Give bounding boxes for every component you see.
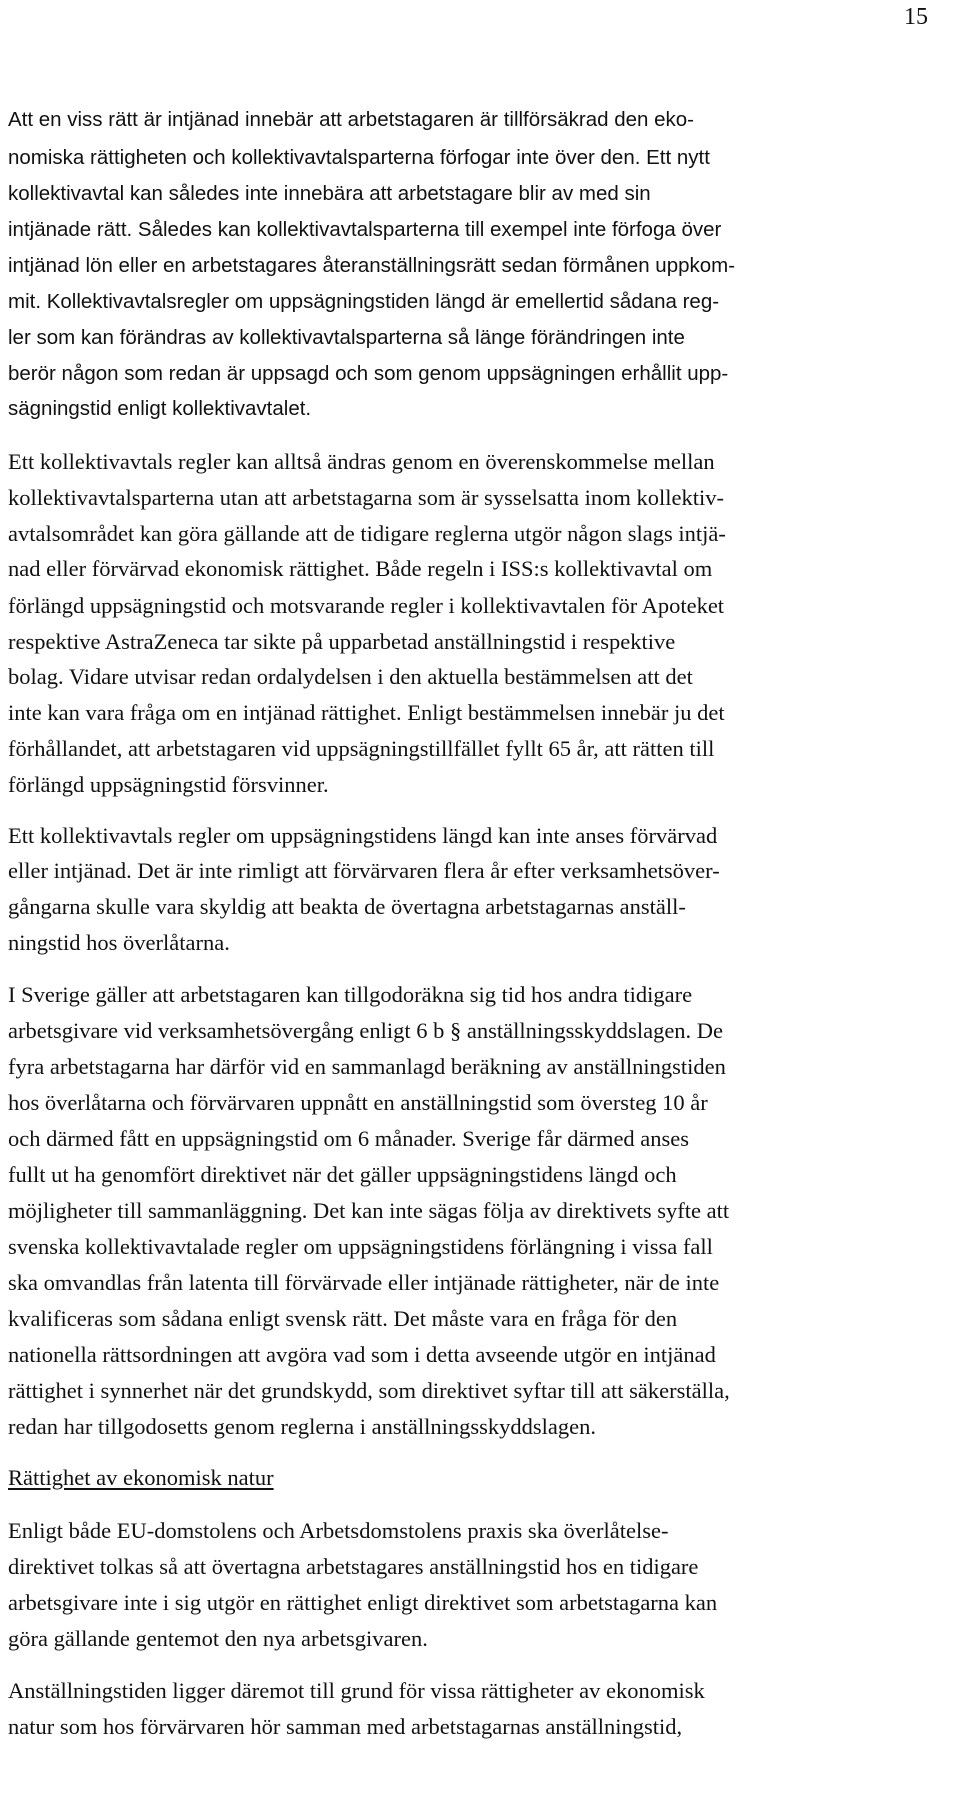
paragraph-line: arbetsgivare vid verksamhetsövergång enligt 6 b § anställningsskyddslagen. De <box>8 1018 724 1043</box>
paragraph-line: fyra arbetstagarna har därför vid en sammanlagd beräkning av anställningstiden <box>8 1054 726 1079</box>
paragraph-line: göra gällande gentemot den nya arbetsgivaren. <box>8 1626 428 1651</box>
paragraph-line: eller intjänad. Det är inte rimligt att förvärvaren flera år efter verksamhetsöver- <box>8 858 720 883</box>
paragraph-line: mit. Kollektivavtalsregler om uppsägningstiden längd är emellertid sådana reg- <box>8 290 720 313</box>
paragraph-line: nationella rättsordningen att avgöra vad som i detta avseende utgör en intjänad <box>8 1342 716 1367</box>
paragraph-line: sägningstid enligt kollektivavtalet. <box>8 397 312 420</box>
paragraph-line: Anställningstiden ligger däremot till grund för vissa rättigheter av ekonomisk <box>8 1678 705 1703</box>
paragraph-line: nomiska rättigheten och kollektivavtalsparterna förfogar inte över den. Ett nytt <box>8 146 710 169</box>
paragraph-line: direktivet tolkas så att övertagna arbetstagares anställningstid hos en tidigare <box>8 1554 699 1579</box>
paragraph-line: Enligt både EU-domstolens och Arbetsdomstolens praxis ska överlåtelse- <box>8 1518 669 1543</box>
paragraph-line: natur som hos förvärvaren hör samman med arbetstagarnas anställningstid, <box>8 1714 683 1739</box>
paragraph-line: nad eller förvärvad ekonomisk rättighet. Både regeln i ISS:s kollektivavtal om <box>8 556 713 581</box>
paragraph-line: redan har tillgodosetts genom reglerna i anställningsskyddslagen. <box>8 1414 596 1439</box>
section-heading: Rättighet av ekonomisk natur <box>8 1465 274 1490</box>
paragraph-line: ler som kan förändras av kollektivavtalsparterna så länge förändringen inte <box>8 326 685 349</box>
paragraph-line: rättighet i synnerhet när det grundskydd, som direktivet syftar till att säkerställa, <box>8 1378 730 1403</box>
paragraph-line: kollektivavtal kan således inte innebära att arbetstagare blir av med sin <box>8 182 651 205</box>
paragraph-line: Ett kollektivavtals regler kan alltså ändras genom en överenskommelse mellan <box>8 449 715 474</box>
paragraph-line: fullt ut ha genomfört direktivet när det gäller uppsägningstidens längd och <box>8 1162 677 1187</box>
paragraph-line: kollektivavtalsparterna utan att arbetstagarna som är sysselsatta inom kollektiv- <box>8 485 725 510</box>
paragraph-line: Ett kollektivavtals regler om uppsägningstidens längd kan inte anses förvärvad <box>8 823 718 848</box>
paragraph-line: arbetsgivare inte i sig utgör en rättighet enligt direktivet som arbetstagarna kan <box>8 1590 718 1615</box>
paragraph-line: möjligheter till sammanläggning. Det kan inte sägas följa av direktivets syfte att <box>8 1198 730 1223</box>
paragraph-line: förlängd uppsägningstid och motsvarande regler i kollektivavtalen för Apoteket <box>8 593 725 618</box>
page-number: 15 <box>904 4 928 30</box>
paragraph-line: intjänade rätt. Således kan kollektivavtalsparterna till exempel inte förfoga över <box>8 218 722 241</box>
paragraph-line: berör någon som redan är uppsagd och som genom uppsägningen erhållit upp- <box>8 362 729 385</box>
paragraph-line: och därmed fått en uppsägningstid om 6 månader. Sverige får därmed anses <box>8 1126 690 1151</box>
paragraph-line: bolag. Vidare utvisar redan ordalydelsen i den aktuella bestämmelsen att det <box>8 664 693 689</box>
paragraph-line: Att en viss rätt är intjänad innebär att arbetstagaren är tillförsäkrad den eko- <box>8 108 694 131</box>
paragraph-line: kvalificeras som sådana enligt svensk rätt. Det måste vara en fråga för den <box>8 1306 678 1331</box>
paragraph-line: ska omvandlas från latenta till förvärvade eller intjänade rättigheter, när de inte <box>8 1270 720 1295</box>
paragraph-line: inte kan vara fråga om en intjänad rättighet. Enligt bestämmelsen innebär ju det <box>8 700 725 725</box>
paragraph-line: hos överlåtarna och förvärvaren uppnått en anställningstid som översteg 10 år <box>8 1090 708 1115</box>
paragraph-line: avtalsområdet kan göra gällande att de tidigare reglerna utgör någon slags intjä- <box>8 521 726 546</box>
paragraph-line: respektive AstraZeneca tar sikte på upparbetad anställningstid i respektive <box>8 629 676 654</box>
paragraph-line: förhållandet, att arbetstagaren vid uppsägningstillfället fyllt 65 år, att rätten till <box>8 736 715 761</box>
paragraph-line: förlängd uppsägningstid försvinner. <box>8 772 329 797</box>
paragraph-line: I Sverige gäller att arbetstagaren kan tillgodoräkna sig tid hos andra tidigare <box>8 982 693 1007</box>
paragraph-line: gångarna skulle vara skyldig att beakta de övertagna arbetstagarnas anställ- <box>8 894 686 919</box>
paragraph-line: intjänad lön eller en arbetstagares återanställningsrätt sedan förmånen uppkom- <box>8 254 736 277</box>
paragraph-line: svenska kollektivavtalade regler om uppsägningstidens förlängning i vissa fall <box>8 1234 713 1259</box>
paragraph-line: ningstid hos överlåtarna. <box>8 930 230 955</box>
